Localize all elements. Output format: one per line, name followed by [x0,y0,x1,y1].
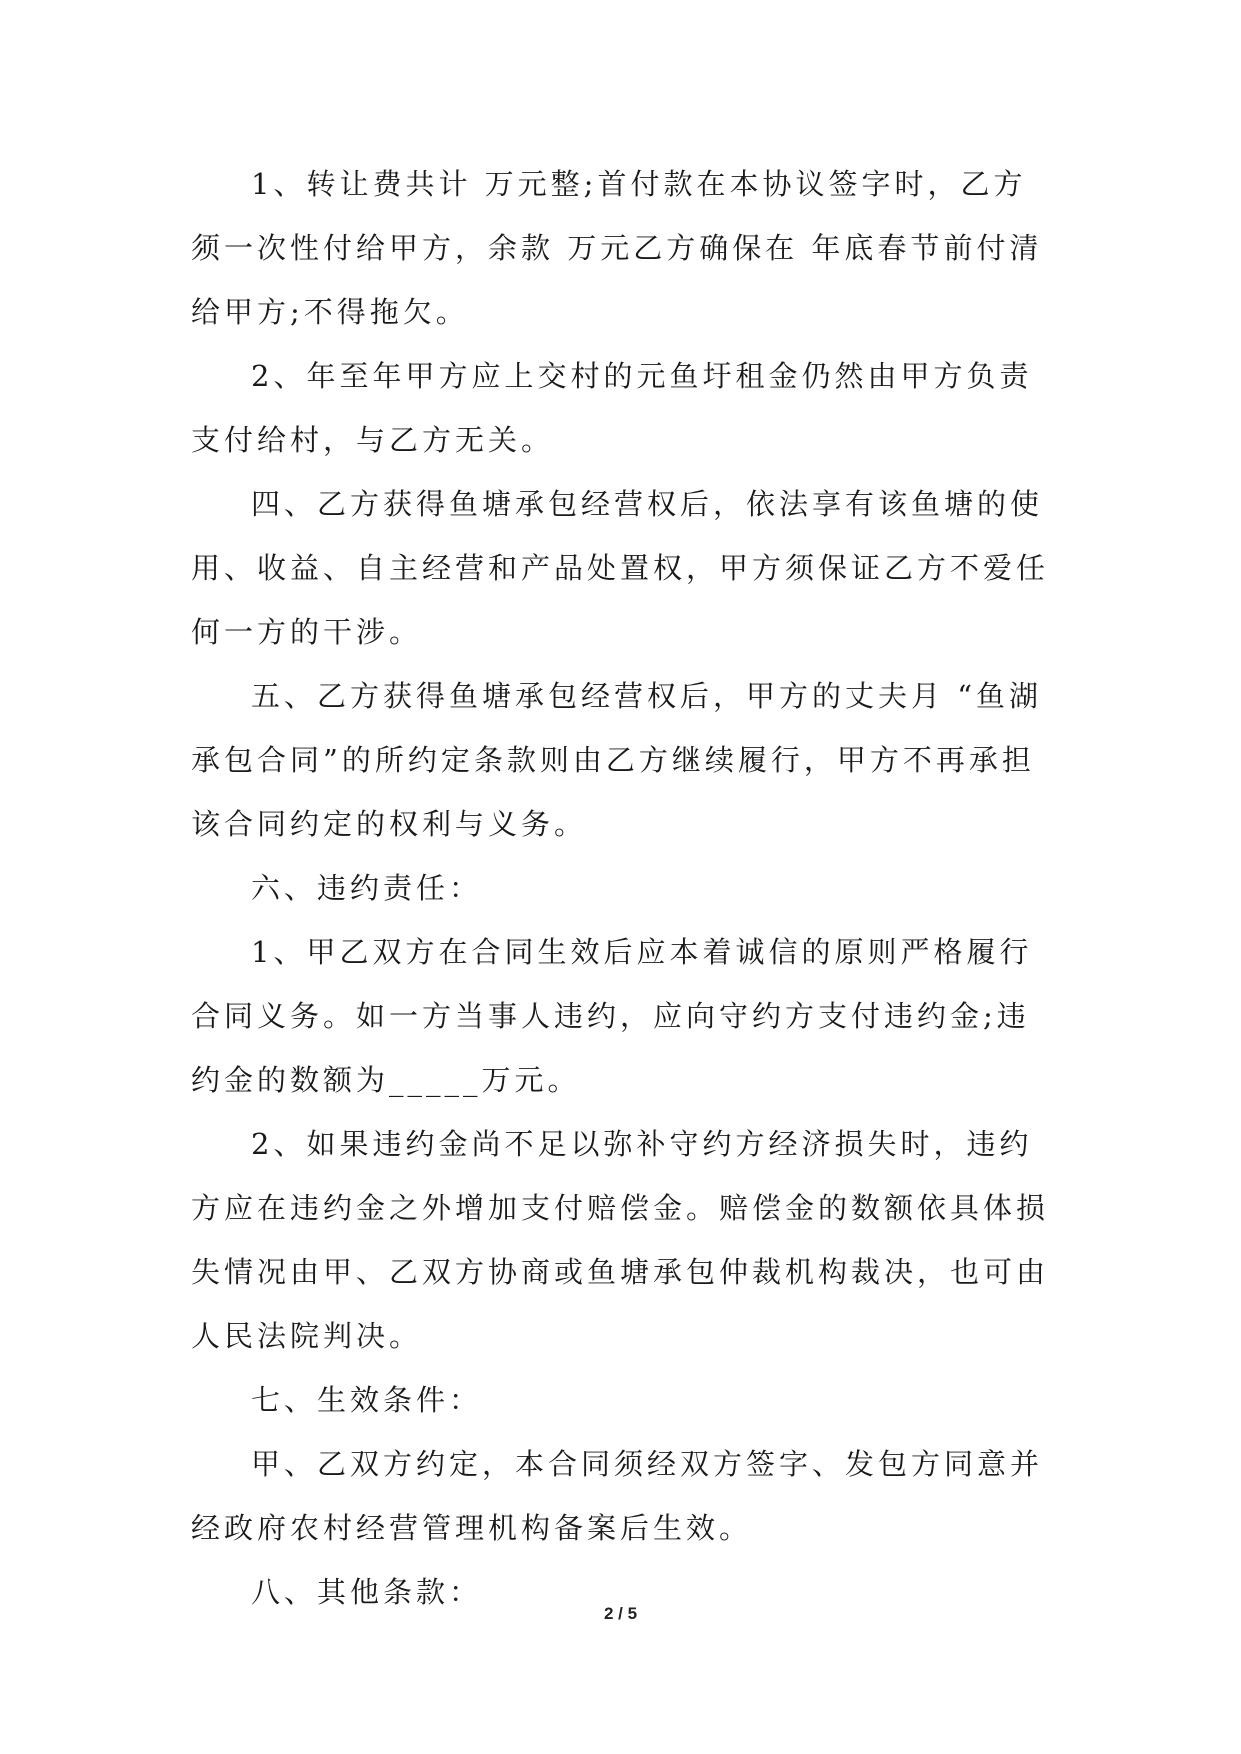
paragraph-effective-conditions: 甲、乙双方约定，本合同须经双方签字、发包方同意并经政府农村经营管理机构备案后生效。 [191,1447,1044,1545]
paragraph-rent-payment: 2、年至年甲方应上交村的元鱼圩租金仍然由甲方负责支付给村，与乙方无关。 [191,359,1033,457]
paragraph-breach-compensation: 2、如果违约金尚不足以弥补守约方经济损失时，违约方应在违约金之外增加支付赔偿金。赔偿金的数额依具体损失情况由甲、乙双方协商或鱼塘承包仲裁机构裁决，也可由人民法院判决。 [191,1127,1050,1353]
paragraph-section-four: 四、乙方获得鱼塘承包经营权后，依法享有该鱼塘的使用、收益、自主经营和产品处置权，甲方须保证乙方不爱任何一方的干涉。 [191,487,1050,649]
paragraph-transfer-fee: 1、转让费共计 万元整;首付款在本协议签字时，乙方须一次性付给甲方，余款 万元乙方确保在 年底春节前付清给甲方;不得拖欠。 [191,167,1043,329]
heading-effective-conditions: 七、生效条件： [251,1383,483,1417]
paragraph-section-five: 五、乙方获得鱼塘承包经营权后，甲方的丈夫月 “鱼湖承包合同”的所约定条款则由乙方继续履行，甲方不再承担该合同约定的权利与义务。 [191,679,1043,841]
heading-other-terms: 八、其他条款： [251,1575,483,1609]
page-number: 2 / 5 [603,1604,638,1623]
document-body [191,152,1051,1624]
heading-breach-liability: 六、违约责任： [251,871,483,905]
paragraph-breach-penalty: 1、甲乙双方在合同生效后应本着诚信的原则严格履行合同义务。如一方当事人违约，应向守约方支付违约金;违约金的数额为_____万元。 [191,935,1033,1097]
